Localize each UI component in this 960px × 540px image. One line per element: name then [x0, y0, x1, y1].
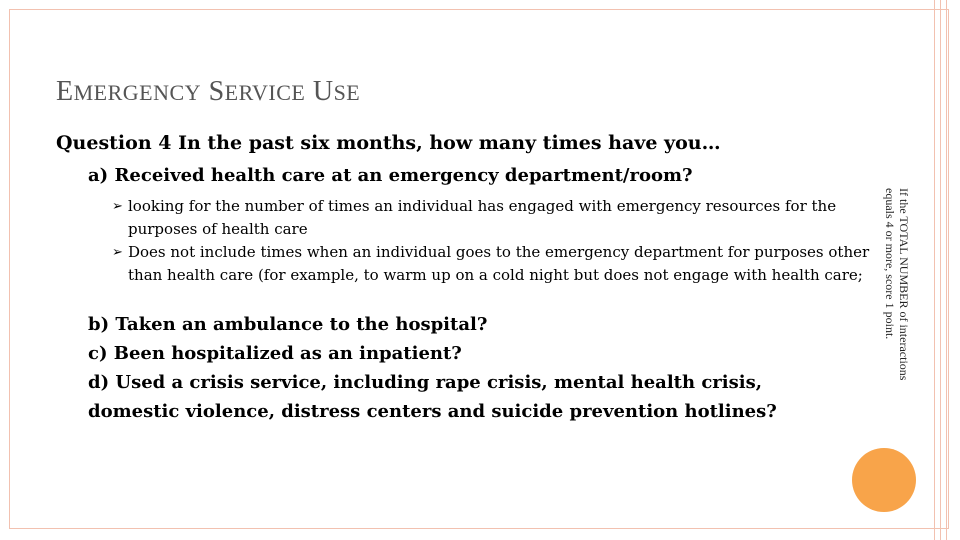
bullet-text: Does not include times when an individual goes to the emergency department for purposes other than health care (for example, to warm up on a cold night but does not engage with health care;	[128, 243, 870, 284]
list-item	[112, 241, 872, 287]
item-list	[88, 310, 848, 426]
decorative-circle	[852, 448, 916, 512]
item-a: a) Received health care at an emergency department/room?	[88, 165, 693, 186]
item-b: b) Taken an ambulance to the hospital?	[88, 314, 488, 335]
decor-rule	[946, 0, 947, 540]
decor-rule	[940, 0, 941, 540]
item-d: d) Used a crisis service, including rape crisis, mental health crisis, domestic violence, distress centers and suicide prevention hotlines?	[88, 372, 777, 422]
list-item	[112, 195, 872, 241]
arrow-bullet-icon: ➢	[112, 245, 123, 260]
question-heading: Question 4 In the past six months, how many times have you…	[56, 132, 721, 154]
arrow-bullet-icon: ➢	[112, 199, 123, 214]
slide-title: EMERGENCY SERVICE USE	[56, 76, 361, 107]
item-c: c) Been hospitalized as an inpatient?	[88, 343, 462, 364]
decor-rule	[934, 0, 935, 540]
bullet-text: looking for the number of times an individual has engaged with emergency resources for the purposes of health care	[128, 197, 837, 238]
bullet-list	[112, 195, 872, 287]
scoring-note: If the TOTAL NUMBER of interactions equals 4 or more, score 1 point.	[883, 188, 911, 381]
